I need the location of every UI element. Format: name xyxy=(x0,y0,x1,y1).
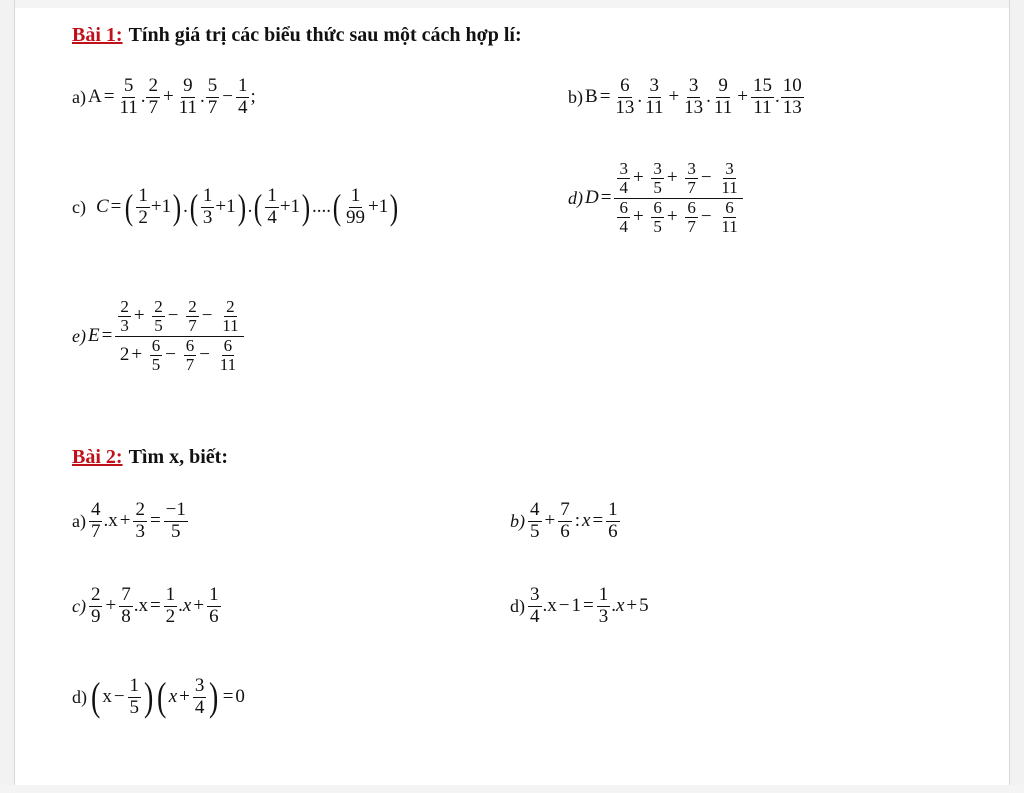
item-label: c) xyxy=(72,595,86,616)
item-label: b) xyxy=(568,86,583,107)
item-label: b) xyxy=(510,510,525,531)
item-label: d) xyxy=(568,187,583,208)
item-label: a) xyxy=(72,86,86,107)
exercise-1d: d) D = $\frac{3}{4}$ + $\frac{3}{5}$ + $\frac{3}{7}$ − $\frac{3}{11}$ $\frac{6}{4}$ + $\frac{6}{5}$ + $\frac{6}{7}$ − $\frac{6}{11}$ xyxy=(568,160,744,236)
window-top-edge xyxy=(0,0,1024,8)
exercise-2a: a) $\frac{4}{7}$ .x + $\frac{2}{3}$ = $\frac{-1}{5}$ xyxy=(72,499,186,542)
exercise-2b: b) $\frac{4}{5}$ + $\frac{7}{6}$ : x = $\frac{1}{6}$ xyxy=(510,499,618,542)
fraction: $\frac{6}{13}$ xyxy=(615,75,635,118)
fraction: $\frac{2}{9}$ xyxy=(90,584,101,627)
window-bottom-edge xyxy=(0,785,1024,793)
variable: C xyxy=(95,196,109,218)
exercise-1e: e) E = $\frac{2}{3}$ + $\frac{2}{5}$ − $\frac{2}{7}$ − $\frac{2}{11}$ 2 + $\frac{6}{5}$ − $\frac{6}{7}$ − $\frac{6}{11}$ xyxy=(72,298,245,374)
exercise-1-heading xyxy=(72,24,522,47)
fraction: $\frac{1}{4}$ xyxy=(267,185,277,228)
fraction: $\frac{2}{7}$ xyxy=(148,75,158,118)
variable: E xyxy=(87,325,100,347)
window-right-edge xyxy=(1009,0,1024,793)
exercise-2d: d) $\frac{3}{4}$ .x − 1 = $\frac{1}{3}$ . x + 5 xyxy=(510,584,649,627)
exercise-1a: a) A = $\frac{5}{11}$ . $\frac{2}{7}$ + $\frac{9}{11}$ . $\frac{5}{7}$ − $\frac{1}{4}$ ; xyxy=(72,75,256,118)
fraction: $\frac{4}{5}$ xyxy=(530,499,540,542)
variable: A xyxy=(87,86,102,108)
fraction: $\frac{5}{7}$ xyxy=(207,75,218,118)
variable: B xyxy=(585,86,598,108)
exercise-2e: d) ( x − $\frac{1}{5}$ ) ( x + $\frac{3}{4}$ ) = 0 xyxy=(72,674,245,720)
compound-fraction: $\frac{2}{3}$ + $\frac{2}{5}$ − $\frac{2}{7}$ − $\frac{2}{11}$ 2 + $\frac{6}{5}$ − $\frac{6}{7}$ − $\frac{6}{11}$ xyxy=(115,298,243,374)
exercise-1-instruction: Tính giá trị các biểu thức sau một cách hợp lí: xyxy=(128,24,522,46)
fraction: $\frac{1}{2}$ xyxy=(138,185,148,228)
exercise-2-number: Bài 2: xyxy=(72,446,123,468)
fraction: $\frac{3}{11}$ xyxy=(645,75,664,118)
variable: D xyxy=(585,187,599,209)
fraction: $\frac{15}{11}$ xyxy=(752,75,772,118)
fraction: $\frac{4}{7}$ xyxy=(90,499,101,542)
item-label: a) xyxy=(72,510,86,531)
fraction: $\frac{3}{4}$ xyxy=(194,675,205,718)
fraction: $\frac{10}{13}$ xyxy=(782,75,802,118)
exercise-1-number: Bài 1: xyxy=(72,24,123,46)
item-label: c) xyxy=(72,196,86,217)
fraction: $\frac{2}{3}$ xyxy=(135,499,145,542)
compound-fraction: $\frac{3}{4}$ + $\frac{3}{5}$ + $\frac{3}{7}$ − $\frac{3}{11}$ $\frac{6}{4}$ + $\frac{6}{5}$ + $\frac{6}{7}$ − $\frac{6}{11}$ xyxy=(614,160,742,236)
fraction: $\frac{9}{11}$ xyxy=(713,75,733,118)
fraction: $\frac{3}{13}$ xyxy=(684,75,704,118)
fraction: $\frac{1}{5}$ xyxy=(129,675,140,718)
exercise-2-heading xyxy=(72,446,228,469)
fraction: $\frac{9}{11}$ xyxy=(178,75,197,118)
exercise-2-instruction: Tìm x, biết: xyxy=(128,446,228,468)
exercise-2c: c) $\frac{2}{9}$ + $\frac{7}{8}$ .x = $\frac{1}{2}$ . x + $\frac{1}{6}$ xyxy=(72,584,219,627)
fraction: $\frac{3}{4}$ xyxy=(530,584,540,627)
fraction: $\frac{5}{11}$ xyxy=(119,75,138,118)
fraction: $\frac{1}{2}$ xyxy=(165,584,176,627)
fraction: $\frac{1}{99}$ xyxy=(346,185,366,228)
window-left-edge xyxy=(0,0,15,793)
fraction: $\frac{-1}{5}$ xyxy=(165,499,186,542)
fraction: $\frac{1}{3}$ xyxy=(598,584,609,627)
fraction: $\frac{1}{6}$ xyxy=(608,499,618,542)
fraction: $\frac{7}{6}$ xyxy=(560,499,570,542)
fraction: $\frac{1}{6}$ xyxy=(209,584,219,627)
item-label: d) xyxy=(72,686,87,707)
exercise-1b: b) B = $\frac{6}{13}$ . $\frac{3}{11}$ + $\frac{3}{13}$ . $\frac{9}{11}$ + $\frac{15}{11}$ . $\frac{10}{13}$ xyxy=(568,75,802,118)
item-label: e) xyxy=(72,325,86,346)
fraction: $\frac{1}{3}$ xyxy=(202,185,213,228)
item-label: d) xyxy=(510,595,525,616)
fraction: $\frac{1}{4}$ xyxy=(237,75,248,118)
fraction: $\frac{7}{8}$ xyxy=(121,584,131,627)
exercise-1c: c) C = ( $\frac{1}{2}$ +1 ) . ( $\frac{1}{3}$ +1 ) . ( $\frac{1}{4}$ +1 ) .... ( $\frac{1}{99}$ +1 ) xyxy=(72,185,399,228)
